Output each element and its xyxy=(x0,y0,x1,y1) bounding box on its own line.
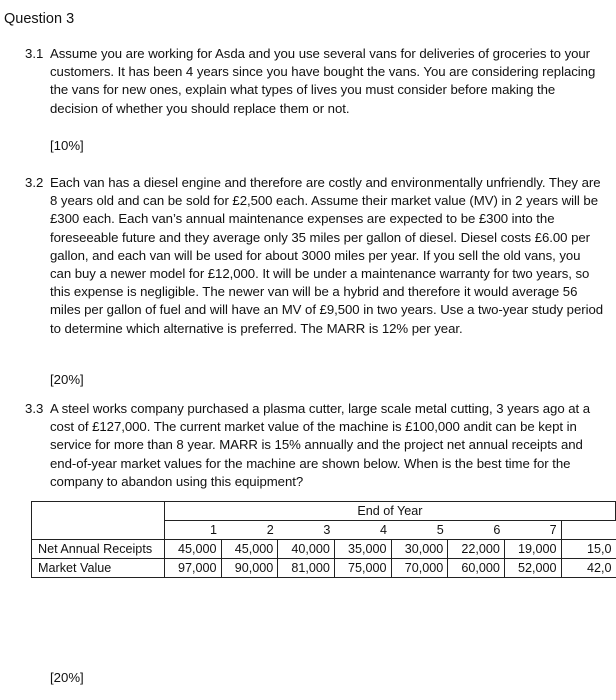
row-label: Market Value xyxy=(32,559,165,578)
table-cell: 90,000 xyxy=(221,559,278,578)
table-cell: 35,000 xyxy=(334,540,391,559)
table-cell: 60,000 xyxy=(448,559,505,578)
year-cell: 3 xyxy=(278,521,335,540)
table-years-row xyxy=(32,521,616,540)
year-cell: 5 xyxy=(391,521,448,540)
q32-text: Each van has a diesel engine and therefore are costly and environmentally unfriendly. They are 8 years old and can be sold for £2,500 each. Assume their market value (MV) in 2 years will be £300 each. Each van’s annual maintenance expenses are expected to be £300 into the foreseeable future and they average only 35 miles per gallon of diesel. Diesel costs £6.00 per gallon, and each van will be used for about 3000 miles per year. If you sell the old vans, you can buy a newer model for £12,000. It will be under a maintenance warranty for two years, so this expense is negligible. The newer van will be a hybrid and therefore it would average 56 miles per gallon of fuel and will have an MV of £9,500 in two years. Use a two-year study period to determine which alternative is preferred. The MARR is 12% per year. xyxy=(50,175,604,336)
year-cell: 6 xyxy=(448,521,505,540)
q32-mark: [20%] xyxy=(50,372,84,387)
q33-number: 3.3 xyxy=(25,401,44,416)
year-cell: 4 xyxy=(334,521,391,540)
row-label: Net Annual Receipts xyxy=(32,540,165,559)
q33-mark: [20%] xyxy=(50,670,84,685)
q33-text: A steel works company purchased a plasma cutter, large scale metal cutting, 3 years ago at a cost of £127,000. The current market value of the machine is £100,000 andit can be kept in service for more than 8 year. MARR is 15% annually and the project net annual receipts and end-of-year market values for the machine are shown below. When is the best time for the company to abandon using this equipment? xyxy=(50,401,591,489)
table-cell: 70,000 xyxy=(391,559,448,578)
table-row xyxy=(32,540,616,559)
table-cell: 30,000 xyxy=(391,540,448,559)
year-cell: 1 xyxy=(164,521,221,540)
q32-number: 3.2 xyxy=(25,175,44,190)
year-cell xyxy=(561,521,615,540)
table-cell: 15,0 xyxy=(561,540,615,559)
q31-text: Assume you are working for Asda and you use several vans for deliveries of groceries to your customers. It has been 4 years since you have bought the vans. You are considering replacing the vans for new ones, explain what types of lives you must consider before making the decision of whether you should replace them or not. xyxy=(50,46,596,116)
table-cell: 22,000 xyxy=(448,540,505,559)
question-title: Question 3 xyxy=(4,11,75,27)
table-cell: 97,000 xyxy=(164,559,221,578)
table-cell: 19,000 xyxy=(504,540,561,559)
table-cell: 75,000 xyxy=(334,559,391,578)
q31-mark: [10%] xyxy=(50,138,84,153)
table-cell: 52,000 xyxy=(504,559,561,578)
end-of-year-header: End of Year xyxy=(164,502,615,521)
table-cell: 81,000 xyxy=(278,559,335,578)
table-header-row xyxy=(32,502,616,521)
table-cell: 45,000 xyxy=(221,540,278,559)
data-table-wrapper xyxy=(31,501,616,579)
table-cell: 45,000 xyxy=(164,540,221,559)
table-cell: 40,000 xyxy=(278,540,335,559)
year-cell: 7 xyxy=(504,521,561,540)
table-corner-cell xyxy=(32,502,165,521)
q31-number: 3.1 xyxy=(25,46,44,61)
table-corner-cell-lower xyxy=(32,521,165,540)
table-cell: 42,0 xyxy=(561,559,615,578)
year-cell: 2 xyxy=(221,521,278,540)
data-table xyxy=(31,501,616,578)
table-row xyxy=(32,559,616,578)
